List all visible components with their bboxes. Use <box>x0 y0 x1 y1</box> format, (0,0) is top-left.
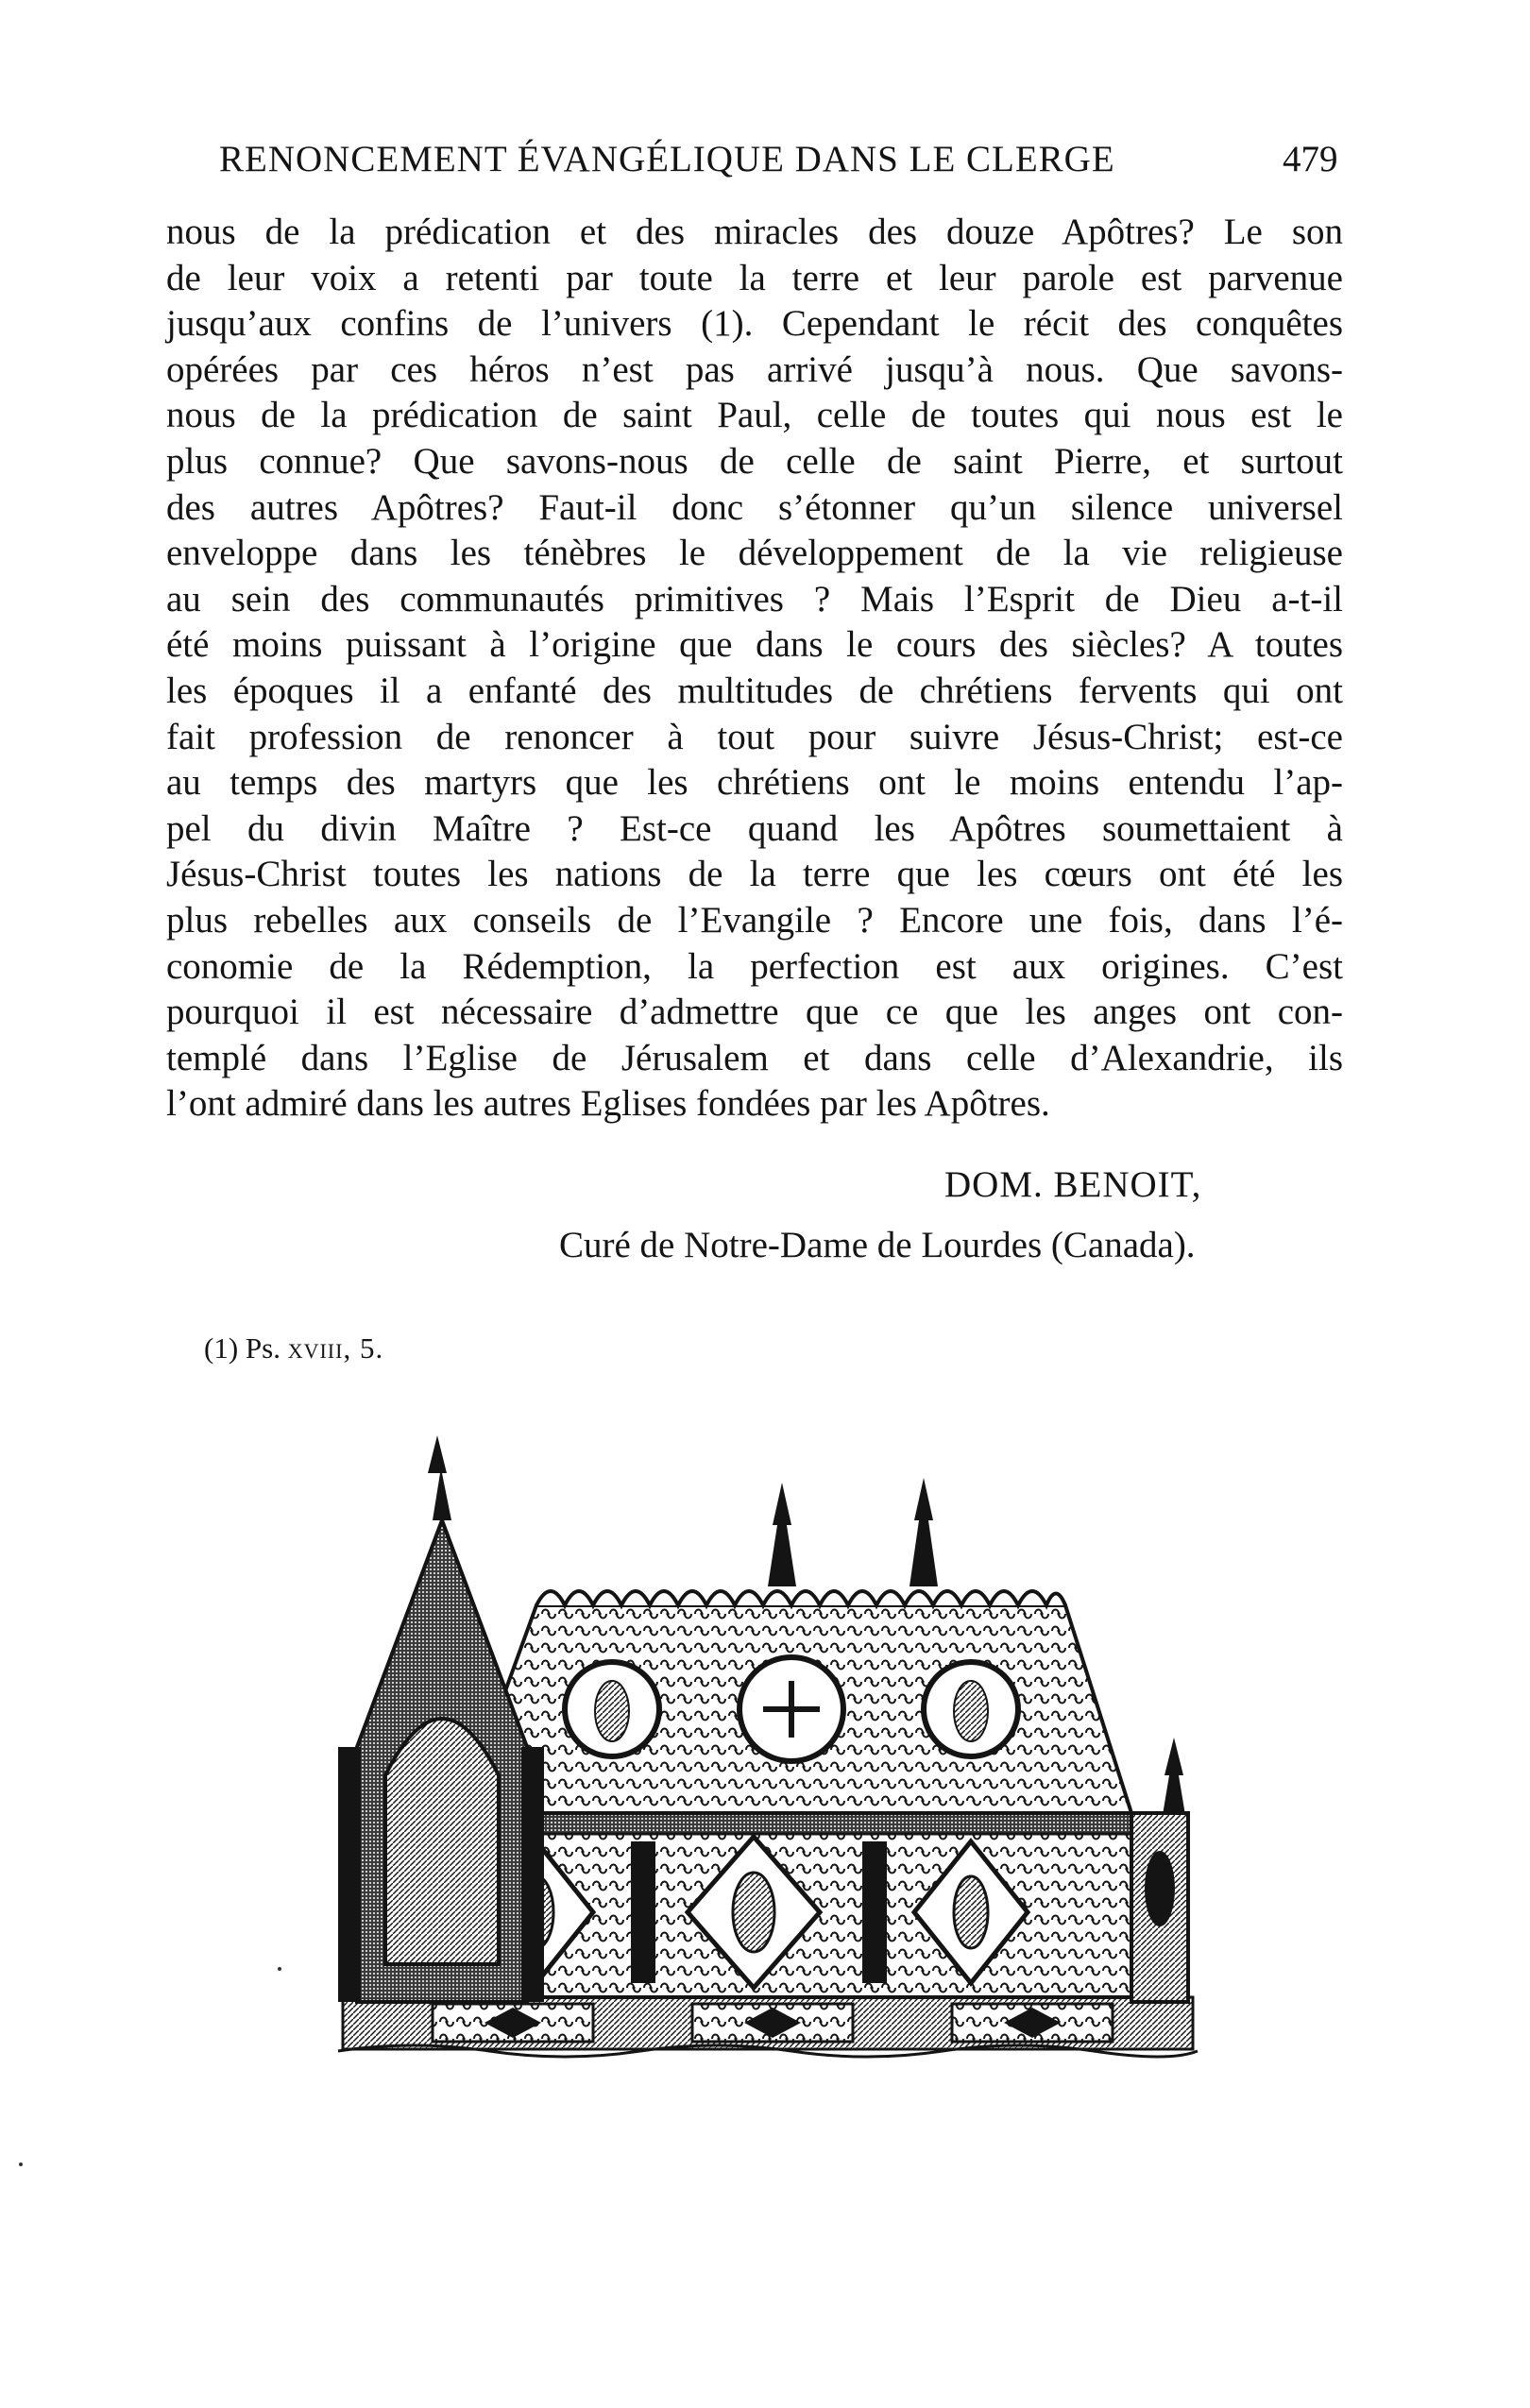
text-line: nous de la prédication de saint Paul, celle de toutes qui nous est le <box>166 395 1343 436</box>
running-title: RENONCEMENT ÉVANGÉLIQUE DANS LE CLERGE <box>219 139 1115 179</box>
text-line: opérées par ces héros n’est pas arrivé jusqu’à nous. Que savons- <box>166 348 1343 390</box>
body-text <box>166 210 1343 1128</box>
text-line: de leur voix a retenti par toute la terre et leur parole est parvenue <box>166 257 1343 298</box>
end-figure-right <box>1145 1851 1175 1926</box>
page-number: 479 <box>1283 139 1338 179</box>
reliquary-illustration <box>319 1435 1212 2077</box>
figure-center <box>733 1873 774 1952</box>
text-line: plus connue? Que savons-nous de celle de saint Pierre, et surtout <box>166 440 1343 482</box>
footnote-reference: xviii, 5. <box>287 1331 384 1365</box>
footnote-marker: (1) Ps. <box>204 1331 280 1365</box>
text-line: nous de la prédication et des miracles des douze Apôtres? Le son <box>166 212 1343 252</box>
running-head <box>219 138 1343 180</box>
buttress-1 <box>631 1841 655 1983</box>
footnote <box>204 1331 383 1365</box>
text-line: pourquoi il est nécessaire d’admettre que ce que les anges ont con- <box>166 992 1343 1033</box>
medallion-figure-right <box>954 1681 988 1741</box>
gable-pinnacle-right <box>521 1747 544 2002</box>
figure-right <box>954 1876 988 1948</box>
text-line: les époques il a enfanté des multitudes de chrétiens fervents qui ont <box>166 670 1343 711</box>
text-line: conomie de la Rédemption, la perfection est aux origines. C’est <box>166 945 1343 987</box>
finial-center <box>768 1483 796 1586</box>
text-line: l’ont admiré dans les autres Eglises fondées par les Apôtres. <box>166 1083 1050 1125</box>
text-line: enveloppe dans les ténèbres le développement de la vie religieuse <box>166 533 1343 574</box>
text-line: fait profession de renoncer à tout pour suivre Jésus-Christ; est-ce <box>166 716 1343 757</box>
text-line: Jésus-Christ toutes les nations de la terre que les cœurs ont été les <box>166 854 1343 895</box>
text-line: été moins puissant à l’origine que dans le cours des siècles? A toutes <box>166 624 1343 666</box>
finial-left <box>428 1435 451 1520</box>
roof-cresting <box>536 1591 1065 1605</box>
text-line: jusqu’aux confins de l’univers (1). Cependant le récit des conquêtes <box>166 303 1343 345</box>
gable-pinnacle-left <box>338 1747 361 2002</box>
finial-right <box>910 1478 938 1586</box>
text-line: au temps des martyrs que les chrétiens ont le moins entendu l’ap- <box>166 762 1343 804</box>
text-line: des autres Apôtres? Faut-il donc s’étonner qu’un silence universel <box>166 486 1343 528</box>
text-line: templé dans l’Eglise de Jérusalem et dans celle d’Alexandrie, ils <box>166 1037 1343 1078</box>
medallion-figure-left <box>595 1681 629 1741</box>
text-line: pel du divin Maître ? Est-ce quand les Apôtres soumettaient à <box>166 807 1343 849</box>
base-scroll-border <box>338 2045 1198 2057</box>
buttress-2 <box>862 1841 887 1983</box>
signature-title: Curé de Notre-Dame de Lourdes (Canada). <box>559 1225 1196 1265</box>
gable-arch <box>385 1719 499 1964</box>
signature-name: DOM. BENOIT, <box>944 1164 1202 1205</box>
print-speck <box>278 1967 281 1971</box>
print-speck <box>19 2162 23 2166</box>
text-line: au sein des communautés primitives ? Mais l’Esprit de Dieu a-t-il <box>166 578 1343 619</box>
text-line: plus rebelles aux conseils de l’Evangile ? Encore une fois, dans l’é- <box>166 899 1343 941</box>
chest-frieze <box>451 1813 1131 1834</box>
